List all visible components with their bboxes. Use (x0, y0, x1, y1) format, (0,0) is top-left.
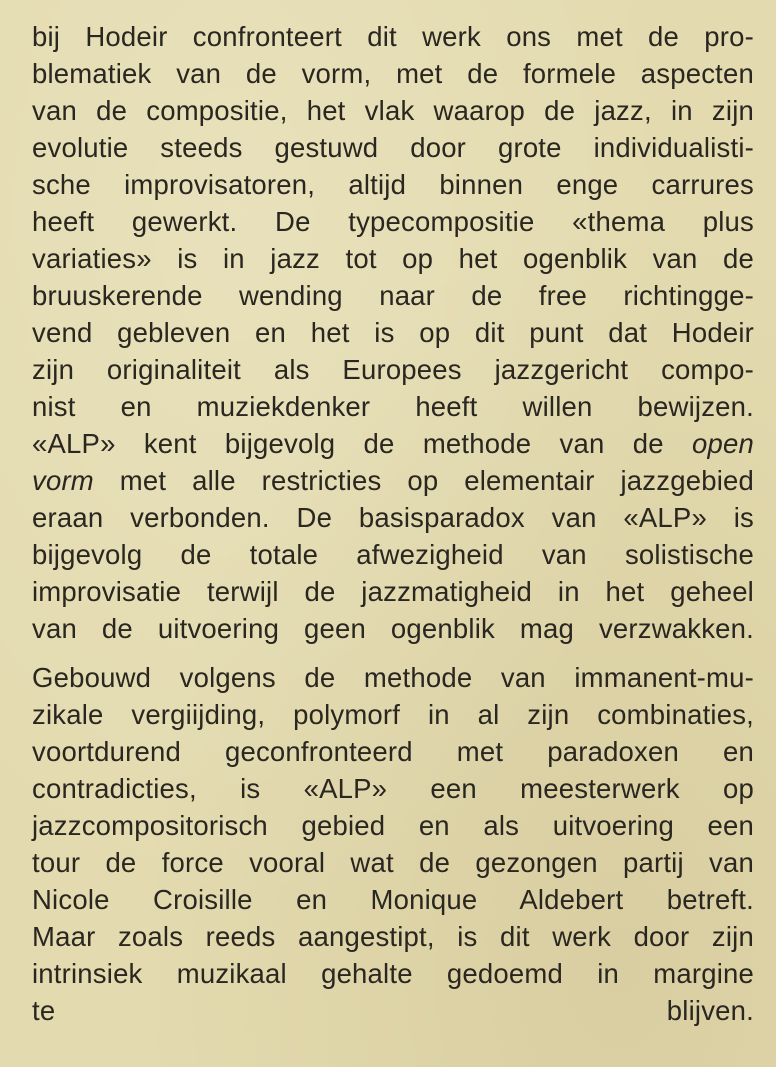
line-text: «ALP» kent bijgevolg de methode van de (32, 428, 693, 459)
text-line: voortdurend geconfronteerd met paradoxen en (32, 736, 754, 767)
text-line: variaties» is in jazz tot op het ogenblik van de (32, 243, 754, 274)
text-line: Nicole Croisille en Monique Aldebert betreft. (32, 884, 754, 915)
text-line: van de uitvoering geen ogenblik mag verzwakken. (32, 613, 754, 644)
paragraph-2 (32, 659, 754, 1066)
text-line (32, 425, 754, 462)
text-line: nist en muziekdenker heeft willen bewijzen. (32, 391, 754, 422)
text-line: tour de force vooral wat de gezongen partij van (32, 847, 754, 878)
line-text: met alle restricties op elementair jazzgebied (93, 465, 754, 496)
text-line: sche improvisatoren, altijd binnen enge carrures (32, 169, 754, 200)
paragraph-1 (32, 18, 754, 647)
italic-term: vorm (32, 465, 94, 496)
text-line: zikale vergiijding, polymorf in al zijn combinaties, (32, 699, 754, 730)
article-column (32, 18, 754, 1066)
text-line (32, 1029, 754, 1066)
text-line: bij Hodeir confronteert dit werk ons met de pro- (32, 21, 754, 52)
text-line: blematiek van de vorm, met de formele aspecten (32, 58, 754, 89)
text-line: te blijven. (32, 995, 754, 1026)
text-line: contradicties, is «ALP» een meesterwerk op (32, 773, 754, 804)
text-line: vend gebleven en het is op dit punt dat Hodeir (32, 317, 754, 348)
text-line (32, 462, 754, 499)
text-line: Maar zoals reeds aangestipt, is dit werk door zijn (32, 921, 754, 952)
text-line: heeft gewerkt. De typecompositie «thema plus (32, 206, 754, 237)
text-line: intrinsiek muzikaal gehalte gedoemd in margine (32, 958, 754, 989)
text-line: Gebouwd volgens de methode van immanent-mu- (32, 662, 754, 693)
text-line: zijn originaliteit als Europees jazzgericht compo- (32, 354, 754, 385)
text-line: improvisatie terwijl de jazzmatigheid in het geheel (32, 576, 754, 607)
text-line: jazzcompositorisch gebied en als uitvoering een (32, 810, 754, 841)
text-line: bruuskerende wending naar de free richtingge- (32, 280, 754, 311)
text-line: eraan verbonden. De basisparadox van «ALP» is (32, 502, 754, 533)
text-line: van de compositie, het vlak waarop de jazz, in zijn (32, 95, 754, 126)
text-line: evolutie steeds gestuwd door grote individualisti- (32, 132, 754, 163)
text-line: bijgevolg de totale afwezigheid van solistische (32, 539, 754, 570)
italic-term: open (692, 428, 754, 459)
